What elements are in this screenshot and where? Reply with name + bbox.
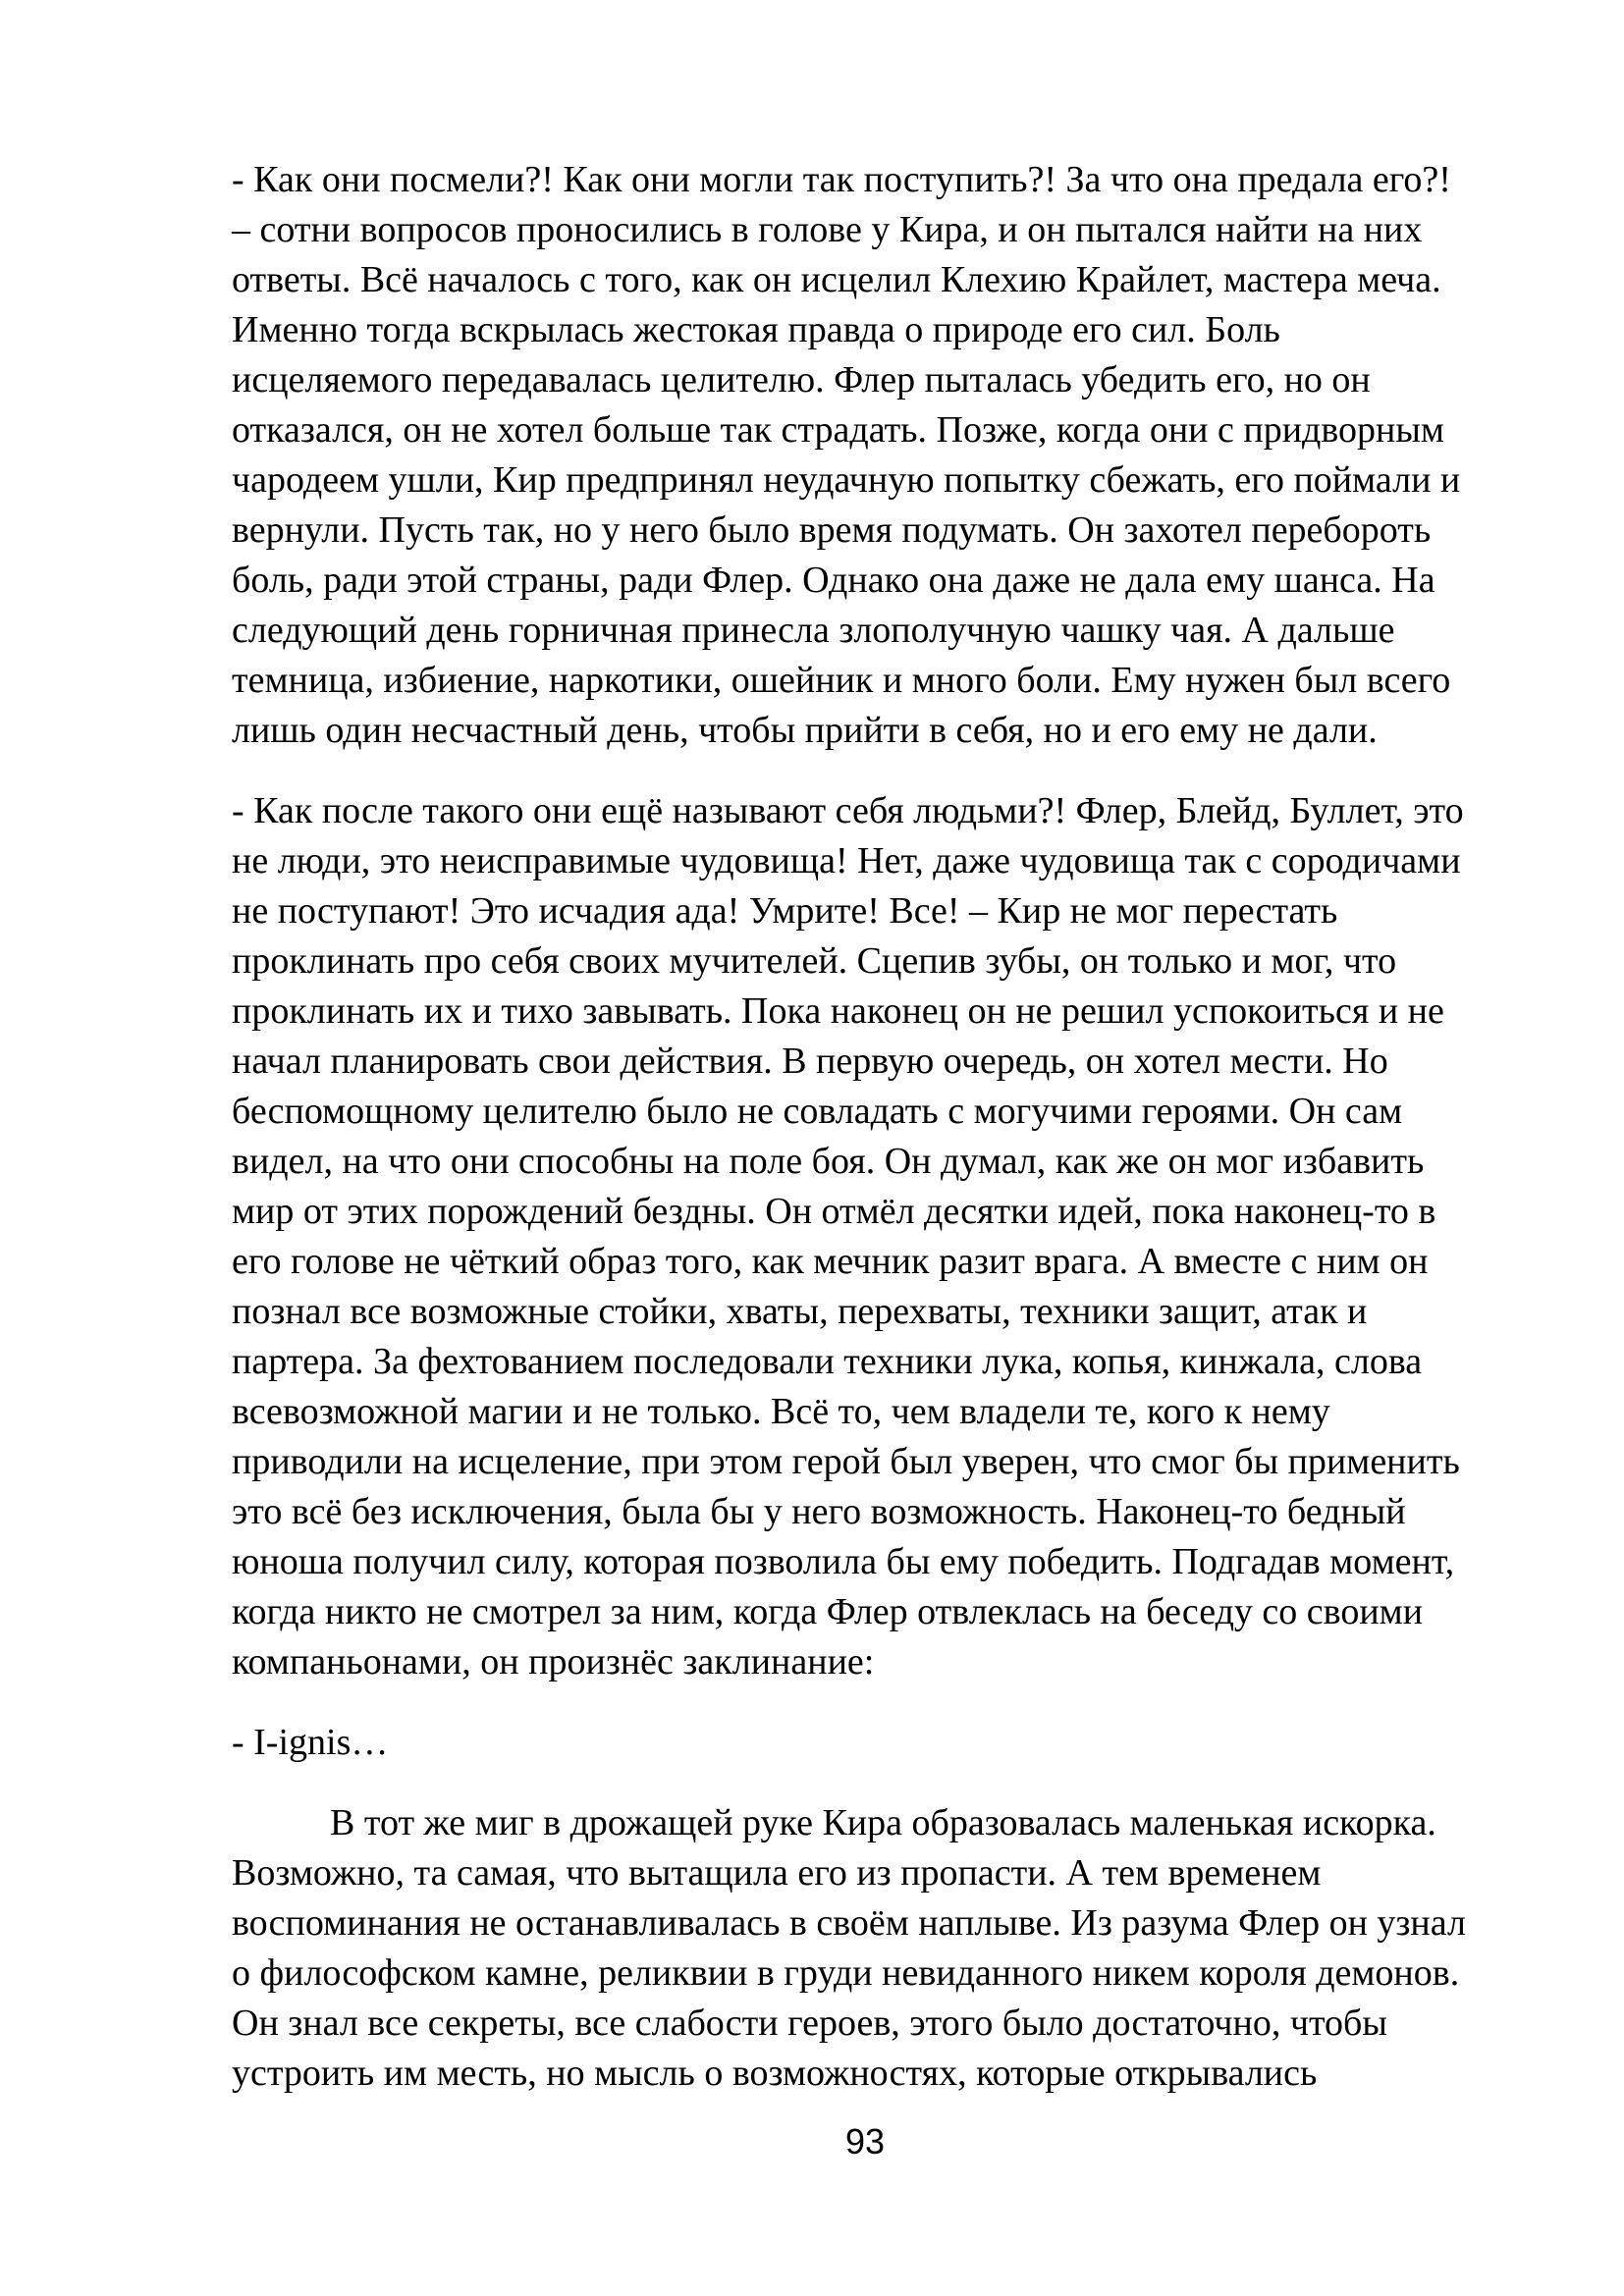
text-line: начал планировать свои действия. В первую очередь, он хотел мести. Но — [232, 1041, 1388, 1082]
text-line: партера. За фехтованием последовали техники лука, копья, кинжала, слова — [232, 1341, 1423, 1382]
text-line: о философском камне, реликвии в груди невиданного никем короля демонов. — [232, 1952, 1460, 1994]
text-line: боль, ради этой страны, ради Флер. Однако она даже не дала ему шанса. На — [232, 560, 1435, 601]
text-line: Именно тогда вскрылась жестокая правда о природе его сил. Боль — [232, 309, 1280, 350]
text-line: познал все возможные стойки, хваты, перехваты, техники защит, атак и — [232, 1291, 1368, 1332]
text-line: ответы. Всё началось с того, как он исцелил Клехию Крайлет, мастера меча. — [232, 259, 1441, 300]
text-line: не люди, это неисправимые чудовища! Нет, даже чудовища так с сородичами — [232, 840, 1461, 881]
text-line: Он знал все секреты, все слабости героев, этого было достаточно, чтобы — [232, 2002, 1387, 2044]
text-line: мир от этих порождений бездны. Он отмёл десятки идей, пока наконец-то в — [232, 1191, 1436, 1232]
text-line: - Как они посмели?! Как они могли так поступить?! За что она предала его?! — [232, 159, 1451, 200]
text-line: темница, избиение, наркотики, ошейник и много боли. Ему нужен был всего — [232, 660, 1451, 701]
text-line: проклинать про себя своих мучителей. Сцепив зубы, он только и мог, что — [232, 940, 1397, 982]
text-line: - Как после такого они ещё называют себя людьми?! Флер, Блейд, Буллет, это — [232, 790, 1464, 831]
text-line: - I-ignis… — [232, 1722, 389, 1763]
text-line: когда никто не смотрел за ним, когда Флер отвлеклась на беседу со своими — [232, 1591, 1424, 1632]
paragraph — [232, 1718, 1498, 1768]
text-line: не поступают! Это исчадия ада! Умрите! Все! – Кир не мог перестать — [232, 890, 1338, 932]
text-line: его голове не чёткий образ того, как мечник разит врага. А вместе с ним он — [232, 1241, 1429, 1282]
text-line: беспомощному целителю было не совладать с могучими героями. Он сам — [232, 1091, 1403, 1132]
text-line: отказался, он не хотел больше так страдать. Позже, когда они с придворным — [232, 409, 1444, 451]
text-line: лишь один несчастный день, чтобы прийти в себя, но и его ему не дали. — [232, 710, 1378, 751]
page-number: 93 — [844, 2121, 886, 2162]
text-line: всевозможной магии и не только. Всё то, чем владели те, кого к нему — [232, 1391, 1330, 1432]
text-line: компаньонами, он произнёс заклинание: — [232, 1641, 875, 1682]
paragraph — [232, 786, 1498, 1687]
text-line: видел, на что они способны на поле боя. Он думал, как же он мог избавить — [232, 1141, 1425, 1182]
text-line: чародеем ушли, Кир предпринял неудачную попытку сбежать, его поймали и — [232, 459, 1461, 501]
paragraph — [232, 1798, 1498, 2099]
text-line: проклинать их и тихо завывать. Пока наконец он не решил успокоиться и не — [232, 990, 1444, 1032]
text-line: – сотни вопросов проносились в голове у Кира, и он пытался найти на них — [232, 209, 1423, 250]
paragraph — [232, 155, 1498, 756]
text-line: это всё без исключения, была бы у него возможность. Наконец-то бедный — [232, 1491, 1406, 1532]
text-line: приводили на исцеление, при этом герой был уверен, что смог бы применить — [232, 1441, 1460, 1482]
document-body — [232, 155, 1498, 2099]
text-line: устроить им месть, но мысль о возможностях, которые открывались — [232, 2053, 1318, 2094]
text-line: воспоминания не останавливалась в своём наплыве. Из разума Флер он узнал — [232, 1902, 1466, 1944]
text-line: исцеляемого передавалась целителю. Флер пыталась убедить его, но он — [232, 359, 1371, 400]
text-line: вернули. Пусть так, но у него было время подумать. Он захотел перебороть — [232, 509, 1432, 551]
text-line: В тот же миг в дрожащей руке Кира образовалась маленькая искорка. — [330, 1802, 1436, 1843]
text-line: юноша получил силу, которая позволила бы ему победить. Подгадав момент, — [232, 1541, 1455, 1582]
text-line: Возможно, та самая, что вытащила его из пропасти. А тем временем — [232, 1852, 1322, 1894]
text-line: следующий день горничная принесла злополучную чашку чая. А дальше — [232, 610, 1395, 651]
